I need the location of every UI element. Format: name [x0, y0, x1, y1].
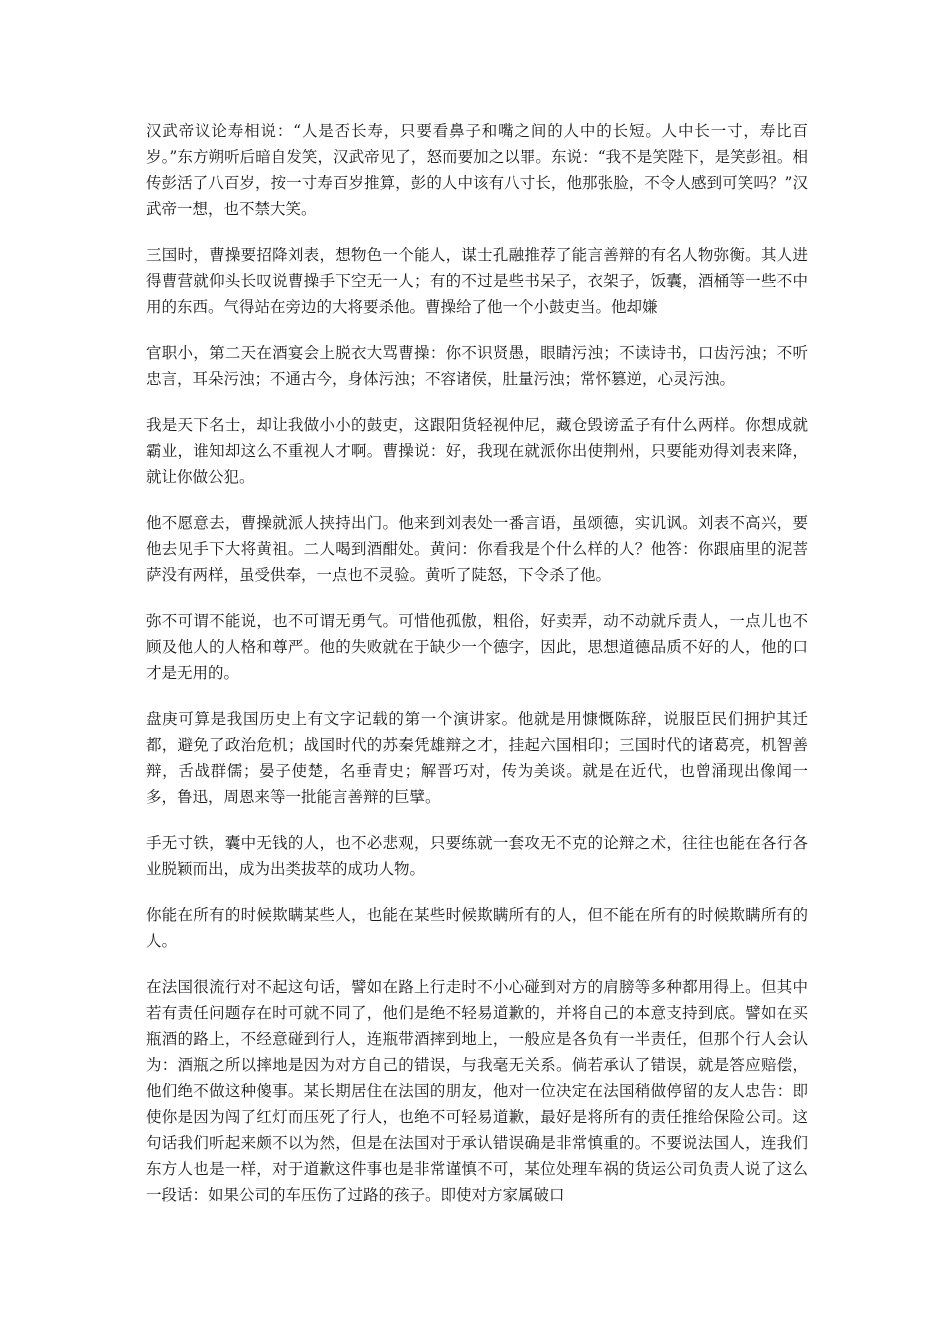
paragraph-scolding-cao-cao: 官职小，第二天在酒宴会上脱衣大骂曹操：你不识贤愚，眼睛污浊；不读诗书，口齿污浊；不听忠言，耳朵污浊；不通古今，身体污浊；不容诸侯，肚量污浊；常怀篡逆，心灵污浊。 — [146, 344, 808, 388]
paragraph-art-of-debate: 手无寸铁，囊中无钱的人，也不必悲观，只要练就一套攻无不克的论辩之术，往往也能在各行各业脱颖而出，成为出类拔萃的成功人物。 — [146, 834, 808, 878]
paragraph-france-apology: 在法国很流行对不起这句话，譬如在路上行走时不小心碰到对方的肩膀等多种都用得上。但其中若有责任问题存在时可就不同了，他们是绝不轻易道歉的，并将自己的本意支持到底。譬如在买瓶酒的路上，不经意碰到行人，连瓶带酒摔到地上，一般应是各负有一半责任，但那个行人会认为：酒瓶之所以摔地是因为对方自己的错误，与我毫无关系。倘若承认了错误，就是答应赔偿，他们绝不做这种傻事。某长期居住在法国的朋友，他对一位决定在法国稍做停留的友人忠告：即使你是因为闯了红灯而压死了行人，也绝不可轻易道歉，最好是将所有的责任推给保险公司。这句话我们听起来颇不以为然，但是在法国对于承认错误确是非常慎重的。不要说法国人，连我们东方人也是一样，对于道歉这件事也是非常谨慎不可，某位处理车祸的货运公司负责人说了这么一段话：如果公司的车压伤了过路的孩子。即使对方家属破口 — [146, 978, 808, 1204]
paragraph-cao-cao-mi-heng: 三国时，曹操要招降刘表，想物色一个能人，谋士孔融推荐了能言善辩的有名人物弥衡。其人进得曹营就仰头长叹说曹操手下空无一人；有的不过是些书呆子，衣架子，饭囊，酒桶等一些不中用的东西。气得站在旁边的大将要杀他。曹操给了他一个小鼓吏当。他却嫌 — [146, 246, 808, 316]
paragraph-dongfang-shuo: 汉武帝议论寿相说：“人是否长寿，只要看鼻子和嘴之间的人中的长短。人中长一寸，寿比百岁。”东方朔听后暗自发笑，汉武帝见了，怒而要加之以罪。东说：“我不是笑陛下，是笑彭祖。相传彭活了八百岁，按一寸寿百岁推算，彭的人中该有八寸长，他那张脸，不令人感到可笑吗？”汉武帝一想，也不禁大笑。 — [146, 122, 808, 218]
paragraph-lesson-of-mi: 弥不可谓不能说，也不可谓无勇气。可惜他孤傲，粗俗，好卖弄，动不动就斥责人，一点儿也不顾及他人的人格和尊严。他的失败就在于缺少一个德字，因此，思想道德品质不好的人，他的口才是无用的。 — [146, 612, 808, 682]
paragraph-liu-biao-huang-zu: 他不愿意去，曹操就派人挟持出门。他来到刘表处一番言语，虽颂德，实讥讽。刘表不高兴，要他去见手下大将黄祖。二人喝到酒酣处。黄问：你看我是个什么样的人？他答：你跟庙里的泥菩萨没有两样，虽受供奉，一点也不灵验。黄听了陡怒，下令杀了他。 — [146, 514, 808, 584]
document-body — [146, 118, 808, 1228]
paragraph-famous-scholar: 我是天下名士，却让我做小小的鼓吏，这跟阳货轻视仲尼，藏仓毁谤孟子有什么两样。你想成就霸业，谁知却这么不重视人才啊。曹操说：好，我现在就派你出使荆州，只要能劝得刘表来降，就让你做公犯。 — [146, 416, 808, 486]
paragraph-deceive-quote: 你能在所有的时候欺瞒某些人，也能在某些时候欺瞒所有的人，但不能在所有的时候欺瞒所有的人。 — [146, 906, 808, 950]
paragraph-historical-orators: 盘庚可算是我国历史上有文字记载的第一个演讲家。他就是用慷慨陈辞，说服臣民们拥护其迁都，避免了政治危机；战国时代的苏秦凭雄辩之才，挂起六国相印；三国时代的诸葛亮，机智善辩，舌战群儒；晏子使楚，名垂青史；解晋巧对，传为美谈。就是在近代，也曾涌现出像闻一多，鲁迅，周恩来等一批能言善辩的巨擘。 — [146, 710, 808, 806]
